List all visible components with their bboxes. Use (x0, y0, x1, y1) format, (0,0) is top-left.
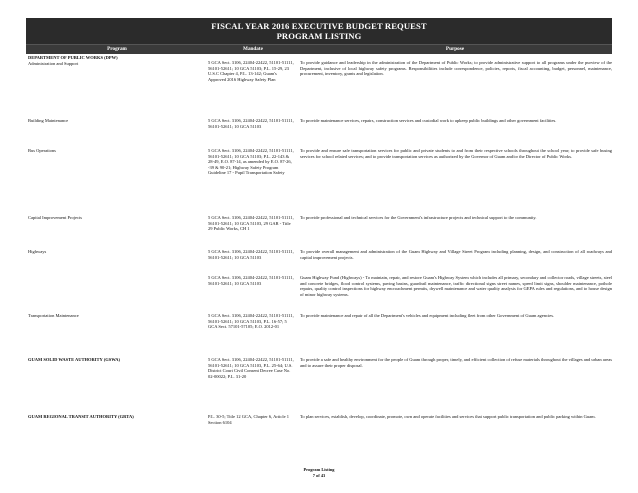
table-row (26, 118, 612, 148)
page-footer (0, 467, 638, 478)
mandate-cell: P.L. 30-5; Title 12 GCA, Chapter 6, Article 1 Section 6104 (208, 414, 289, 425)
purpose-cell: To provide maintenance services, repairs, construction services and custodial work to upkeep public buildings and other government facilities. (300, 118, 557, 123)
title-banner (26, 18, 612, 44)
table-row (26, 414, 612, 438)
mandate-cell: 5 GCA Sect. 3106, 22404-22422, 51101-51111, 56101-52611; 10 GCA 51103 (208, 249, 294, 260)
table-row (26, 313, 612, 357)
program-name: Building Maintenance (28, 118, 69, 123)
table-row (26, 215, 612, 249)
table-row (26, 357, 612, 414)
purpose-cell: Guam Highway Fund (Highways) - To maintain, repair, and restore Guam's Highway System which includes all primary, secondary and collector roads, village streets, steel and concrete bridges, flood control systems, paving basins, guardrail maintenance, traffic directional signs street names, speed limit signs, shoulder maintenance, pothole repairs, quality control inspections for highway encroachment permits, drywell maintenance and water quality analysis for GEPA rules and regulations, and to house design of minor highway systems. (300, 275, 612, 297)
page-title: FISCAL YEAR 2016 EXECUTIVE BUDGET REQUEST (211, 21, 427, 31)
mandate-cell: 5 GCA Sect. 3106, 22404-22422, 51101-51111, 56101-52611; 10 GCA 51103; P.L. 22-143 & 28-49, E.O. 87-14, as amended by E.O. 87-26, -39 & 90-21; Highway Safety Program Guideline 17 - Pupil Transportation Safety (208, 148, 294, 176)
mandate-cell: 5 GCA Sect. 3106, 22404-22422, 51101-51111, 56101-52611; 10 GCA 51103, P.L. 16-57; 5 GCA Sect. 57101-57105; E.O. 2012-01 (208, 313, 294, 330)
footer-label: Program Listing (303, 467, 335, 472)
table-row (26, 55, 612, 118)
mandate-cell: 5 GCA Sect. 3106, 22404-22422, 51101-51111, 56101-52611; 10 GCA 51103, P.L. 25-64; U.S. District Court Civil Consent Decree Case No. 02-00022; P.L. 31-20 (208, 357, 294, 379)
program-name: Transportation Maintenance (28, 313, 79, 318)
mandate-cell: 5 GCA Sect. 3106, 22404-22422, 51101-51111, 56101-52611; 10 GCA 51103, 29 GAR - Title 29 Public Works, CH 1 (208, 215, 294, 232)
table-row (26, 148, 612, 215)
page-subtitle: PROGRAM LISTING (276, 31, 362, 41)
program-name: Capital Improvement Projects (28, 215, 82, 220)
mandate-cell: 5 GCA Sect. 3106, 22404-22422, 51101-51111, 56101-52611; 10 GCA 51103 (208, 118, 294, 129)
program-name: Administration and Support (28, 60, 79, 66)
program-name (26, 275, 208, 313)
department-name: DEPARTMENT OF PUBLIC WORKS (DPW) (28, 55, 118, 60)
table-row (26, 275, 612, 313)
column-header-row (26, 44, 612, 54)
department-name: GUAM SOLID WASTE AUTHORITY (GSWA) (28, 357, 121, 362)
mandate-cell: 5 GCA Sect. 3106, 22404-22422, 51101-51111, 56101-52611; 10 GCA 51103 (208, 275, 294, 286)
purpose-cell: To provide and ensure safe transportation services for public and private students to and from their respective schools throughout the school year; to provide safe busing services for school related services; and to provide transportation services as authorized by the Governor of Guam and/or the Director of Public Works. (300, 148, 612, 159)
column-header-mandate: Mandate (243, 46, 263, 52)
purpose-cell: To plan services, establish, develop, coordinate, promote, own and operate facilities and services that support public transportation and public parking within Guam. (300, 414, 596, 419)
purpose-cell: To provide professional and technical services for the Government's infrastructure projects and technical support to the community. (300, 215, 537, 220)
purpose-cell: To provide guidance and leadership in the administration of the Department of Public Works; to provide administrative support to all programs under the purview of the Department, inclusive of local highway safety programs. Responsibilities include correspondence, policies, reports, fiscal accounting, budget, personnel, maintenance, procurement, inventory, grants and legislation. (300, 60, 612, 77)
document-page (26, 18, 612, 438)
table-row (26, 249, 612, 275)
mandate-cell: 5 GCA Sect. 3106, 22404-22422, 51101-51111, 56101-52611; 10 GCA 51103; P.L. 15-29, 23 U.S.C Chapter 4, P.L. 13-142; Guam's Approved 2016 Highway Safety Plan (208, 60, 294, 82)
purpose-cell: To provide overall management and administration of the Guam Highway and Village Street Program including planning, design, and construction of all roadways and capital improvement projects. (300, 249, 612, 260)
column-header-purpose: Purpose (445, 46, 465, 52)
program-name: Highways (28, 249, 47, 254)
program-table (26, 55, 612, 438)
column-header-program: Program (107, 46, 127, 52)
program-name: Bus Operations (28, 148, 56, 153)
department-name: GUAM REGIONAL TRANSIT AUTHORITY (GRTA) (28, 414, 134, 419)
page-number: 7 of 43 (312, 472, 326, 478)
purpose-cell: To provide a safe and healthy environment for the people of Guam through proper, timely, and efficient collection of refuse materials throughout the villages and urban areas and to assure their proper disposal. (300, 357, 612, 368)
purpose-cell: To provide maintenance and repair of all the Department's vehicles and equipment including fleet from other Government of Guam agencies. (300, 313, 555, 318)
